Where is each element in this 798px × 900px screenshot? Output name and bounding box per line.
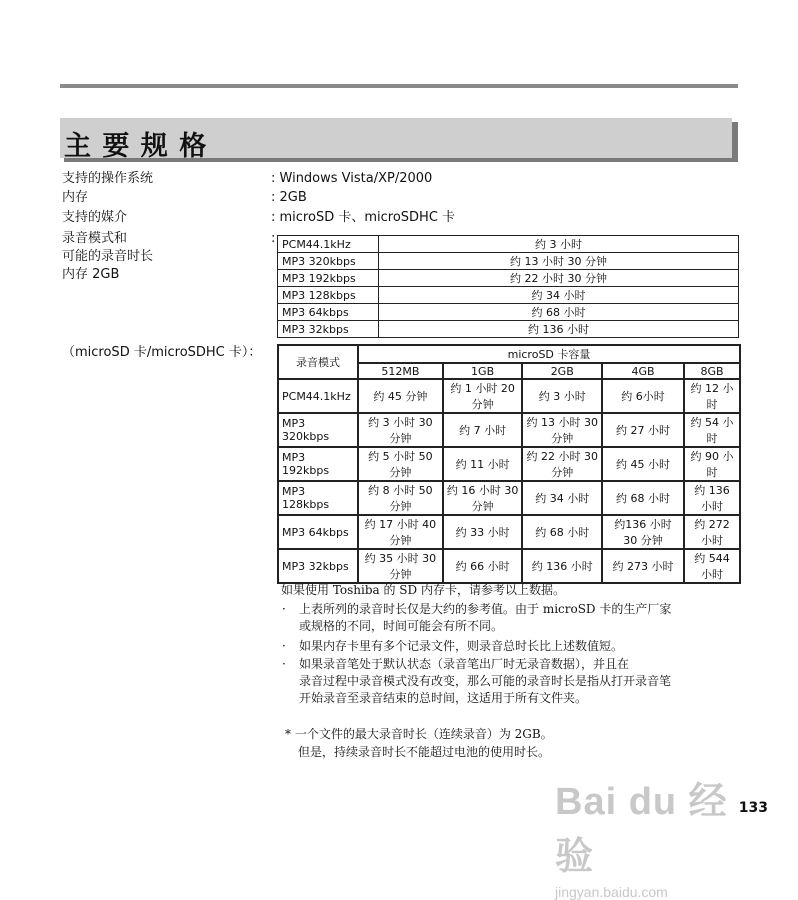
- time-cell: 约 16 小时 30 分钟: [443, 481, 523, 515]
- spec-value-os: : Windows Vista/XP/2000: [271, 171, 433, 186]
- banner-shadow: [732, 122, 738, 162]
- mode-cell: MP3 64kbps: [278, 304, 379, 321]
- time-cell: 约 68 小时: [379, 304, 739, 321]
- bullet-marker: ·: [282, 639, 286, 653]
- time-cell: 约 45 分钟: [358, 379, 443, 413]
- col-header: 2GB: [522, 363, 602, 379]
- note-line: 或规格的不同，时间可能会有所不同。: [299, 619, 504, 633]
- time-cell: 约 13 小时 30 分钟: [522, 413, 602, 447]
- table-row: [278, 236, 739, 253]
- time-cell: 约 3 小时: [379, 236, 739, 253]
- time-cell: 约 22 小时 30 分钟: [379, 270, 739, 287]
- watermark-brand: Bai du 经验: [555, 781, 728, 878]
- note-line: 如果内存卡里有多个记录文件，则录音总时长比上述数值短。: [299, 639, 624, 653]
- bullet-marker: ·: [282, 602, 286, 616]
- time-cell: 约 5 小时 50 分钟: [358, 447, 443, 481]
- table-row: [278, 253, 739, 270]
- time-cell: 约 3 小时: [522, 379, 602, 413]
- mode-cell: MP3 128kbps: [278, 287, 379, 304]
- col-header: 1GB: [443, 363, 523, 379]
- spec-label-duration: 可能的录音时长: [62, 249, 154, 264]
- recording-time-table-microsd: [277, 344, 741, 584]
- note-line: 上表所列的录音时长仅是大约的参考值。由于 microSD 卡的生产厂家: [299, 602, 672, 616]
- mode-cell: MP3 128kbps: [278, 481, 358, 515]
- mode-cell: PCM44.1kHz: [278, 379, 358, 413]
- star-note: 但是，持续录音时长不能超过电池的使用时长。: [298, 745, 551, 759]
- star-note: * 一个文件的最大录音时长（连续录音）为 2GB。: [285, 727, 553, 741]
- mode-cell: MP3 32kbps: [278, 549, 358, 583]
- time-cell: 约 17 小时 40 分钟: [358, 515, 443, 549]
- table-row: [278, 270, 739, 287]
- time-cell: 约 11 小时: [443, 447, 523, 481]
- time-cell: 约 1 小时 20 分钟: [443, 379, 523, 413]
- page-title: 主 要 规 格: [64, 131, 208, 162]
- page-number: 133: [738, 800, 768, 816]
- spec-value-media: : microSD 卡、microSDHC 卡: [271, 210, 456, 225]
- time-cell: 约 8 小时 50 分钟: [358, 481, 443, 515]
- mode-cell: MP3 320kbps: [278, 413, 358, 447]
- recording-time-table-2gb: [277, 235, 739, 338]
- capacity-header: microSD 卡容量: [358, 345, 740, 363]
- time-cell: 约 68 小时: [602, 481, 684, 515]
- time-cell: 约 68 小时: [522, 515, 602, 549]
- time-cell: 约 6小时: [602, 379, 684, 413]
- time-cell: 约 136 小时: [379, 321, 739, 338]
- time-cell: 约 45 小时: [602, 447, 684, 481]
- mode-cell: MP3 64kbps: [278, 515, 358, 549]
- toshiba-note: 如果使用 Toshiba 的 SD 内存卡，请参考以上数据。: [281, 583, 565, 597]
- spec-label-modes: 录音模式和: [62, 231, 128, 246]
- watermark-url: jingyan.baidu.com: [555, 884, 668, 900]
- mode-cell: MP3 192kbps: [278, 270, 379, 287]
- time-cell: 约 54 小时: [684, 413, 740, 447]
- note-line: 录音过程中录音模式没有改变，那么可能的录音时长是指从打开录音笔: [299, 674, 672, 688]
- col-header: 512MB: [358, 363, 443, 379]
- col-header: 8GB: [684, 363, 740, 379]
- time-cell: 约 3 小时 30 分钟: [358, 413, 443, 447]
- time-cell: 约 66 小时: [443, 549, 523, 583]
- table-row: [278, 321, 739, 338]
- table-row: [278, 481, 740, 515]
- spec-label-os: 支持的操作系统: [62, 171, 154, 186]
- time-cell: 约 90 小时: [684, 447, 740, 481]
- time-cell: 约 34 小时: [379, 287, 739, 304]
- spec-label-media: 支持的媒介: [62, 210, 128, 225]
- time-cell: 约 27 小时: [602, 413, 684, 447]
- bullet-marker: ·: [282, 657, 286, 671]
- mode-cell: MP3 320kbps: [278, 253, 379, 270]
- note-line: 开始录音至录音结束的总时间，这适用于所有文件夹。: [299, 691, 588, 705]
- time-cell: 约 34 小时: [522, 481, 602, 515]
- time-cell: 约 13 小时 30 分钟: [379, 253, 739, 270]
- col-header: 4GB: [602, 363, 684, 379]
- spec-value-colon: :: [271, 231, 276, 246]
- mode-header: 录音模式: [278, 345, 358, 379]
- time-cell: 约 273 小时: [602, 549, 684, 583]
- note-line: 如果录音笔处于默认状态（录音笔出厂时无录音数据），并且在: [299, 657, 630, 671]
- time-cell: 约 12 小时: [684, 379, 740, 413]
- table-row: [278, 304, 739, 321]
- time-cell: 约 272 小时: [684, 515, 740, 549]
- spec-value-memory: : 2GB: [271, 190, 307, 205]
- table-row: [278, 515, 740, 549]
- time-cell: 约 7 小时: [443, 413, 523, 447]
- microsd-label: （microSD 卡/microSDHC 卡）：: [62, 345, 262, 360]
- time-cell: 约 33 小时: [443, 515, 523, 549]
- time-cell: 约 22 小时 30 分钟: [522, 447, 602, 481]
- time-cell: 约 35 小时 30 分钟: [358, 549, 443, 583]
- mode-cell: PCM44.1kHz: [278, 236, 379, 253]
- table-header-row: [278, 345, 740, 363]
- time-cell: 约 544 小时: [684, 549, 740, 583]
- time-cell: 约 136 小时: [684, 481, 740, 515]
- top-rule: [60, 84, 738, 88]
- table-row: [278, 447, 740, 481]
- spec-label-memory: 内存: [62, 190, 89, 205]
- time-cell: 约 136 小时: [522, 549, 602, 583]
- time-cell: 约136 小时 30 分钟: [602, 515, 684, 549]
- mode-cell: MP3 192kbps: [278, 447, 358, 481]
- mode-cell: MP3 32kbps: [278, 321, 379, 338]
- table-row: [278, 287, 739, 304]
- table-row: [278, 413, 740, 447]
- table-row: [278, 549, 740, 583]
- baidu-watermark: [555, 770, 755, 900]
- spec-label-memory-2gb: 内存 2GB: [62, 267, 120, 282]
- table-row: [278, 379, 740, 413]
